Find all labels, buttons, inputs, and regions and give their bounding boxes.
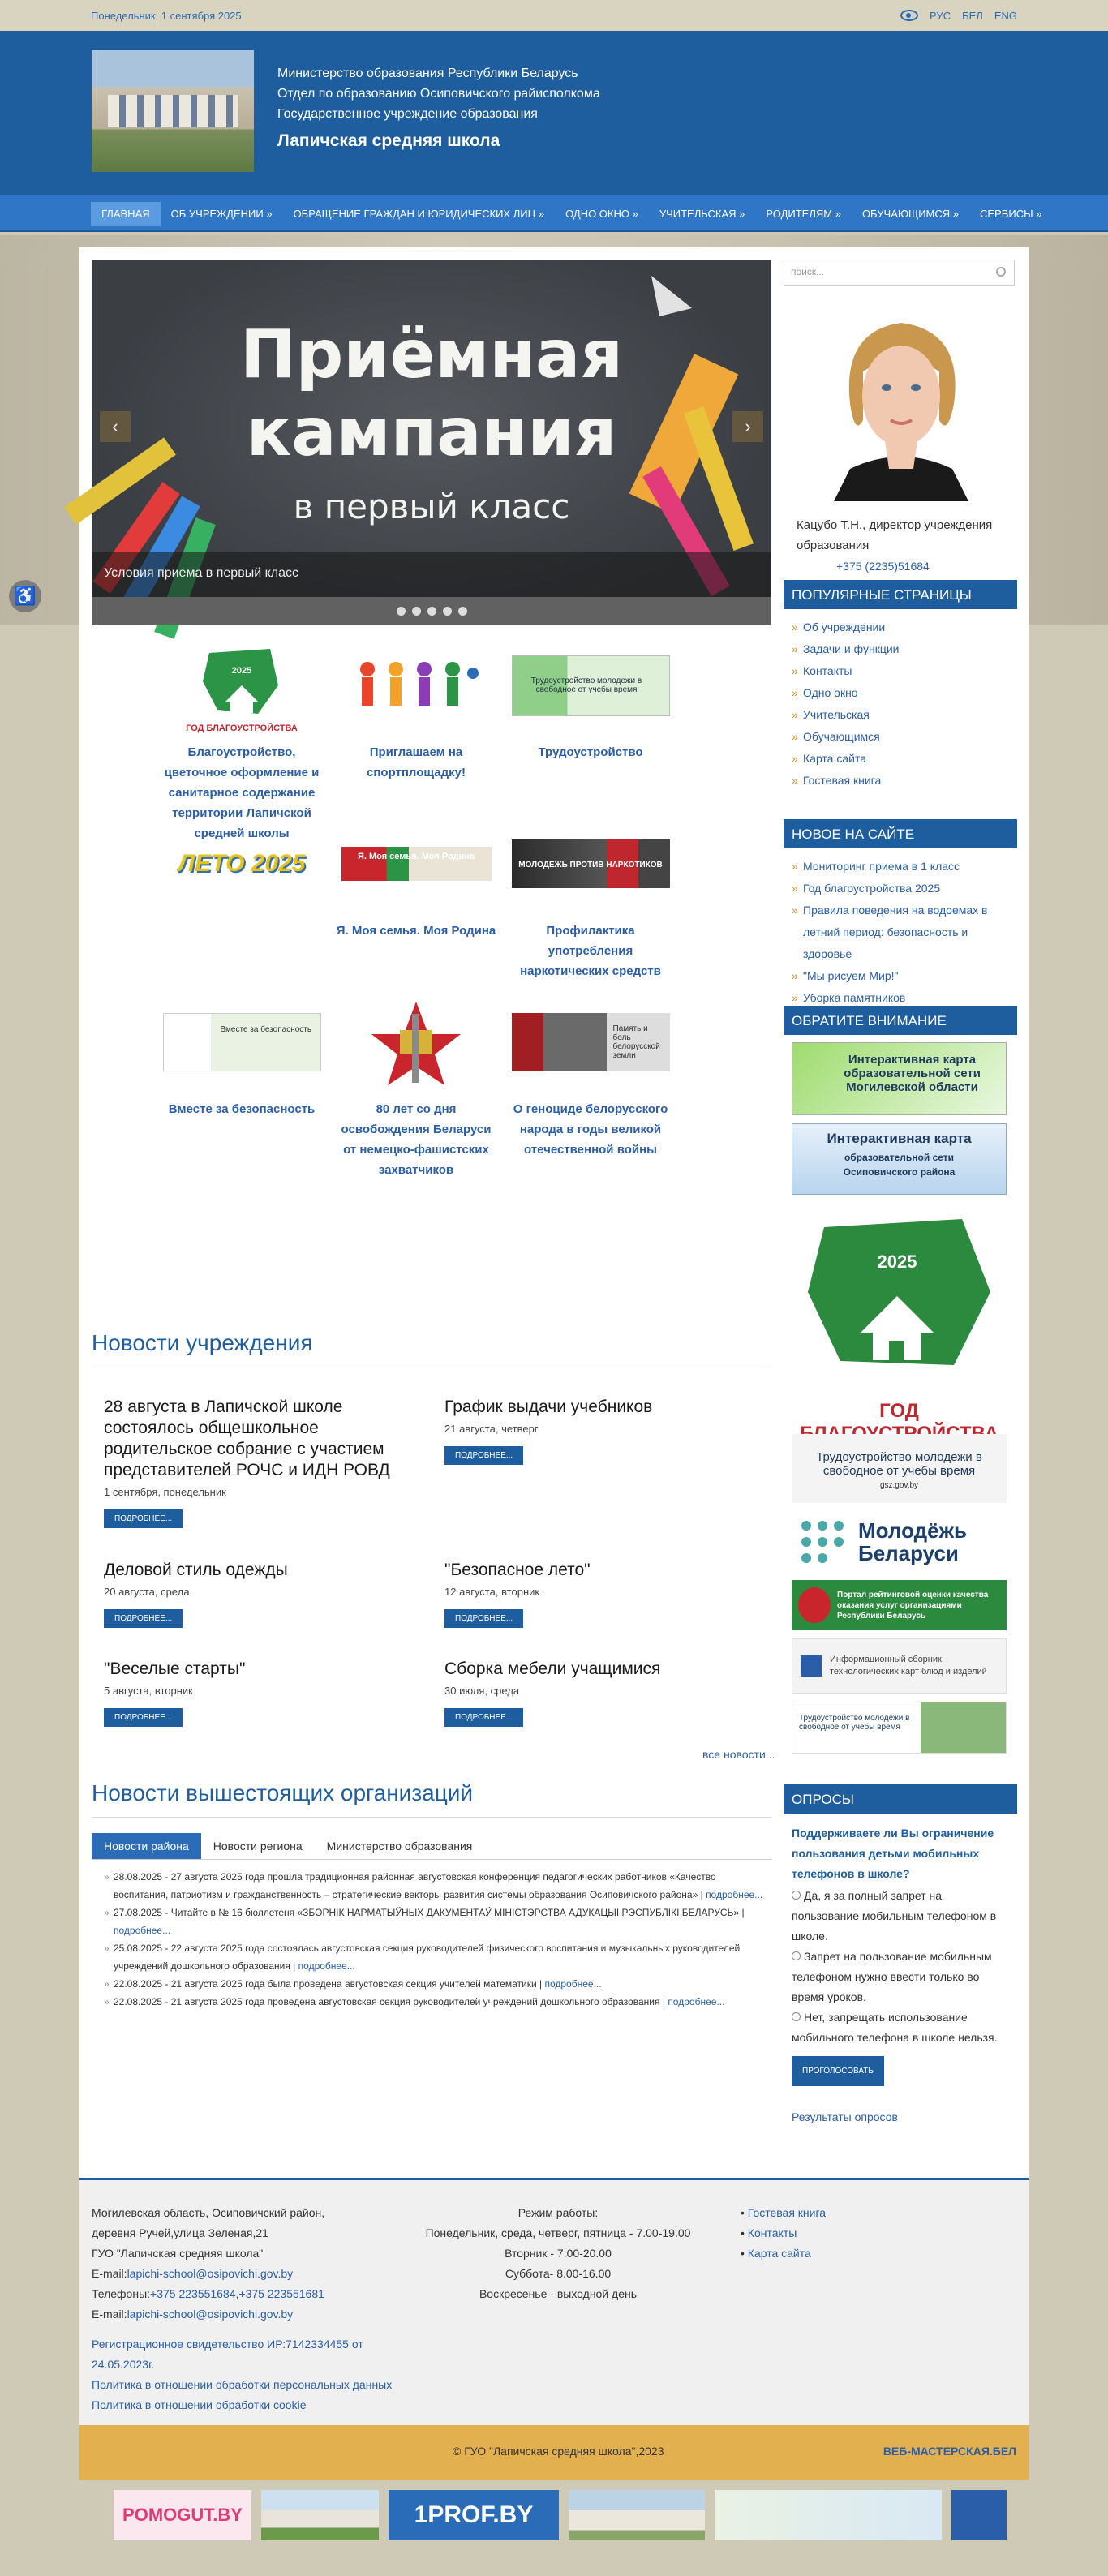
news-text: 25.08.2025 - 22 августа 2025 года состоялась августовская секция руководителей физического воспитания и музыкальных руководителей учреждений дошкольного образования | — [114, 1943, 741, 1972]
sports-image — [335, 637, 497, 734]
rating-portal-banner[interactable] — [792, 1580, 1007, 1630]
school-photo — [92, 50, 254, 172]
slider-next-button[interactable]: › — [732, 411, 763, 442]
news-title[interactable]: 28 августа в Лапичской школе состоялось общешкольное родительское собрание с участием представителей РОЧС и ИДН РОВД — [104, 1397, 390, 1479]
nav-appeals[interactable]: ОБРАЩЕНИЕ ГРАЖДАН И ЮРИДИЧЕСКИХ ЛИЦ » — [293, 208, 545, 220]
footer-link-row: • Гостевая книга — [741, 2206, 827, 2219]
higher-news-title: Новости вышестоящих организаций — [92, 1780, 474, 1805]
tile-label[interactable]: Вместе за безопасность — [168, 1102, 316, 1116]
tile-family[interactable] — [335, 815, 497, 941]
email-label: E-mail: — [92, 2308, 127, 2321]
banner-text: Трудоустройство молодежи в свободное от учебы время — [816, 1450, 982, 1478]
guestbook-link[interactable]: Гостевая книга — [747, 2206, 827, 2219]
genocide-banner — [509, 994, 672, 1091]
more-link[interactable]: подробнее... — [668, 1996, 725, 2007]
contacts-link[interactable]: Контакты — [747, 2226, 797, 2239]
read-more-button[interactable]: ПОДРОБНЕЕ... — [444, 1708, 523, 1727]
popular-pages-header: ПОПУЛЯРНЫЕ СТРАНИЦЫ — [784, 580, 1017, 609]
family-banner-text: Я. Моя семья. Моя Родина — [341, 847, 492, 881]
list-item — [104, 1939, 769, 1975]
tile-label[interactable]: Приглашаем на спортплощадку! — [367, 745, 466, 779]
banner-line: образовательной сети — [844, 1152, 955, 1163]
email-label: E-mail: — [92, 2267, 127, 2280]
current-date: Понедельник, 1 сентября 2025 — [91, 9, 242, 22]
list-item — [104, 1904, 769, 1939]
address-line: Могилевская область, Осиповичский район, — [92, 2206, 325, 2219]
radio-button[interactable] — [792, 1891, 801, 1900]
tile-drugs[interactable] — [509, 815, 672, 981]
header-texts — [277, 63, 600, 151]
news-title[interactable]: "Веселые старты" — [104, 1659, 246, 1678]
banner-site: gsz.gov.by — [879, 1481, 919, 1490]
district-news-list — [104, 1868, 769, 2011]
partner-photo[interactable] — [261, 2490, 379, 2540]
summer-logo — [161, 815, 323, 912]
tab-underline — [92, 1859, 771, 1860]
new-link[interactable]: » Правила поведения на водоемах в летний период: безопасность и здоровье — [792, 899, 1019, 965]
tile-genocide[interactable] — [509, 994, 672, 1160]
poll-block — [792, 1823, 1011, 2127]
read-more-button[interactable]: ПОДРОБНЕЕ... — [104, 1708, 183, 1727]
lang-rus[interactable]: РУС — [930, 9, 951, 22]
nav-teachers[interactable]: УЧИТЕЛЬСКАЯ » — [659, 208, 745, 220]
org-name: ГУО "Лапичская средняя школа" — [92, 2247, 264, 2260]
news-item — [444, 1659, 769, 1727]
vote-button[interactable]: ПРОГОЛОСОВАТЬ — [792, 2056, 884, 2086]
banner-text: Информационный сборник технологических карт блюд и изделий — [830, 1655, 987, 1677]
poll-option-label: Да, я за полный запрет на пользование мобильным телефоном в школе. — [792, 1889, 997, 1943]
polls-header: ОПРОСЫ — [784, 1784, 1017, 1814]
slider-dot[interactable] — [427, 607, 436, 616]
news-section-title: Новости учреждения — [92, 1330, 313, 1355]
tile-label[interactable]: Я. Моя семья. Моя Родина — [336, 924, 496, 938]
hours-line: Понедельник, среда, четверг, пятница - 7.00-19.00 — [425, 2226, 691, 2239]
slide-title-line1: Приёмная — [239, 316, 624, 393]
drugs-banner — [509, 815, 672, 912]
popular-link[interactable]: » Учительская — [792, 704, 1019, 726]
news-date: 30 июля, среда — [444, 1685, 520, 1697]
poll-question: Поддерживаете ли Вы ограничение пользования детьми мобильных телефонов в школе? — [792, 1827, 994, 1880]
youth-employment-banner[interactable] — [792, 1434, 1007, 1503]
popular-link[interactable]: » Карта сайта — [792, 748, 1019, 770]
popular-pages-list — [792, 616, 1019, 792]
school-name[interactable]: Лапичская средняя школа — [277, 131, 500, 150]
header — [0, 31, 1108, 195]
summer-logo-text: ЛЕТО 2025 — [178, 850, 306, 877]
footer-link-row: • Карта сайта — [741, 2247, 811, 2260]
registration-link[interactable]: Регистрационное свидетельство ИР:7142334455 от 24.05.2023г. — [92, 2338, 363, 2371]
news-title[interactable]: "Безопасное лето" — [444, 1561, 591, 1579]
registration-row — [92, 2334, 400, 2375]
popular-link[interactable]: » Гостевая книга — [792, 770, 1019, 792]
interactive-map-district-banner[interactable] — [792, 1123, 1007, 1195]
emblem-icon — [798, 1587, 831, 1623]
news-item — [444, 1397, 769, 1465]
email-link[interactable]: lapichi-school@osipovichi.gov.by — [127, 2308, 294, 2321]
privacy-cookie-link[interactable]: Политика в отношении обработки cookie — [92, 2398, 307, 2411]
sitemap-link[interactable]: Карта сайта — [747, 2247, 811, 2260]
footer-link-row: • Контакты — [741, 2226, 797, 2239]
tile-landscaping[interactable] — [161, 637, 323, 844]
higher-news-tabs — [92, 1833, 484, 1859]
footer-hours — [404, 2203, 712, 2304]
slide-caption[interactable]: Условия приема в первый класс — [92, 552, 771, 597]
popular-link[interactable]: » Одно окно — [792, 682, 1019, 704]
main-nav — [0, 195, 1108, 232]
tile-label[interactable]: 80 лет со дня освобождения Беларуси от немецко-фашистских захватчиков — [341, 1102, 492, 1177]
search-input[interactable] — [784, 260, 1015, 286]
lang-bel[interactable]: БЕЛ — [962, 9, 983, 22]
banner-caption: ГОД — [879, 1400, 919, 1422]
news-text: 28.08.2025 - 27 августа 2025 года прошла традиционная районная августовская конференция педагогических работников «Качество воспитания, патриотизм и гражданственность – стратегические векторы развития системы образования Осиповичского района» | — [114, 1871, 716, 1900]
hours-line: Вторник - 7.00-20.00 — [505, 2247, 612, 2260]
hours-title: Режим работы: — [517, 2206, 599, 2219]
nav-one-window[interactable]: ОДНО ОКНО » — [565, 208, 638, 220]
safety-banner-text: Вместе за безопасность — [163, 1013, 321, 1071]
svg-text:2025: 2025 — [877, 1252, 917, 1272]
news-text: 22.08.2025 - 21 августа 2025 года проведена августовская секция руководителей учреждений дошкольного образования | — [114, 1996, 665, 2007]
email-row — [92, 2304, 400, 2325]
list-item — [104, 1868, 769, 1904]
poll-option[interactable] — [792, 1886, 1011, 1947]
poll-option-label: Нет, запрещать использование мобильного телефона в школе нельзя. — [792, 2011, 998, 2044]
director-photo — [826, 307, 977, 501]
employment-banner-text: Трудоустройство молодежи в свободное от учебы время — [512, 655, 670, 716]
slide-title-line2: кампания — [246, 394, 617, 471]
prof-logo[interactable]: 1PROF.BY — [389, 2490, 559, 2540]
lang-eng[interactable]: ENG — [994, 9, 1017, 22]
slider[interactable] — [92, 260, 771, 625]
director-phone[interactable]: +375 (2235)51684 — [836, 560, 930, 573]
landscaping-year-logo — [161, 637, 323, 734]
privacy-row — [92, 2395, 400, 2415]
banner-text: Молодёжь Беларуси — [858, 1518, 967, 1565]
nav-students[interactable]: ОБУЧАЮЩИМСЯ » — [861, 208, 959, 220]
poll-option-label: Запрет на пользование мобильным телефоном нужно ввести только во время уроков. — [792, 1950, 992, 2003]
search-icon[interactable] — [996, 267, 1006, 277]
director-caption: Кацубо Т.Н., директор учреждения образования — [797, 518, 993, 552]
new-link[interactable]: » Мониторинг приема в 1 класс — [792, 856, 1019, 878]
news-item — [104, 1397, 428, 1528]
footer-contacts — [92, 2203, 400, 2415]
genocide-banner-text: Память и боль белорусской земли — [512, 1013, 670, 1071]
banner-line: Осиповичского района — [843, 1166, 956, 1178]
privacy-data-link[interactable]: Политика в отношении обработки персональных данных — [92, 2378, 393, 2391]
drugs-banner-text: МОЛОДЕЖЬ ПРОТИВ НАРКОТИКОВ — [512, 839, 670, 888]
tile-label[interactable]: Благоустройство, цветочное оформление и санитарное содержание территории Лапичской средней школы — [164, 745, 320, 840]
webmaster-link[interactable]: ВЕБ-МАСТЕРСКАЯ.БЕЛ — [883, 2445, 1016, 2458]
slider-dot[interactable] — [397, 607, 406, 616]
phones-link[interactable]: +375 223551684,+375 223551681 — [150, 2287, 324, 2300]
popular-link[interactable]: » Об учреждении — [792, 616, 1019, 638]
popular-link[interactable]: » Контакты — [792, 660, 1019, 682]
read-more-button[interactable]: ПОДРОБНЕЕ... — [104, 1509, 183, 1528]
youth-of-belarus-banner[interactable] — [792, 1511, 1007, 1572]
slide-title — [92, 316, 771, 472]
news-item — [104, 1659, 428, 1727]
radio-button[interactable] — [792, 1951, 801, 1960]
copyright-bar — [79, 2425, 1029, 2480]
news-date: 12 августа, вторник — [444, 1586, 540, 1598]
hours-line: Воскресенье - выходной день — [479, 2287, 638, 2300]
slider-dot[interactable] — [443, 607, 452, 616]
more-link[interactable]: подробнее... — [114, 1925, 171, 1936]
slide-subtitle: в первый класс — [293, 487, 570, 526]
svg-text:2025: 2025 — [231, 666, 252, 676]
new-on-site-list — [792, 856, 1019, 1009]
list-item — [104, 1975, 769, 1993]
footer — [79, 2178, 1029, 2425]
news-item — [104, 1560, 428, 1628]
top-strip — [0, 0, 1108, 31]
slider-dot[interactable] — [412, 607, 421, 616]
tile-label[interactable]: Трудоустройство — [538, 745, 643, 759]
list-item — [104, 1993, 769, 2011]
accessibility-eye-icon[interactable] — [900, 10, 918, 21]
search-placeholder: поиск... — [791, 266, 825, 277]
sidebar — [784, 260, 1019, 2123]
read-more-button[interactable]: ПОДРОБНЕЕ... — [444, 1609, 523, 1628]
safety-banner — [161, 994, 323, 1091]
language-switcher — [900, 10, 1017, 22]
tile-label[interactable]: О геноциде белорусского народа в годы великой отечественной войны — [513, 1102, 668, 1157]
liberation-logo — [335, 994, 497, 1091]
institution-line: Государственное учреждение образования — [277, 107, 538, 121]
tile-logo-text: ГОД БЛАГОУСТРОЙСТВА — [186, 723, 298, 733]
new-link[interactable]: » Год благоустройства 2025 — [792, 878, 1019, 899]
nav-services[interactable]: СЕРВИСЫ » — [980, 208, 1042, 220]
tile-sports[interactable] — [335, 637, 497, 783]
banner-line: Интерактивная карта — [827, 1131, 972, 1146]
news-title[interactable]: Деловой стиль одежды — [104, 1561, 288, 1579]
tab-region-news[interactable]: Новости региона — [213, 1840, 303, 1853]
address-line: деревня Ручей,улица Зеленая,21 — [92, 2226, 268, 2239]
pomogut-logo[interactable]: POMOGUT.BY — [114, 2490, 251, 2540]
privacy-row — [92, 2375, 400, 2395]
tile-label[interactable]: Профилактика употребления наркотических средств — [520, 924, 661, 978]
tile-employment[interactable] — [509, 637, 672, 762]
popular-link[interactable]: » Задачи и функции — [792, 638, 1019, 660]
news-text: 22.08.2025 - 21 августа 2025 года была проведена августовская секция учителей математики | — [114, 1978, 543, 1990]
news-date: 1 сентября, понедельник — [104, 1486, 226, 1498]
divider — [92, 1817, 771, 1818]
news-title[interactable]: Сборка мебели учащимися — [444, 1659, 661, 1678]
book-icon — [801, 1655, 822, 1677]
email-link[interactable]: lapichi-school@osipovichi.gov.by — [127, 2267, 294, 2280]
news-text: 27.08.2025 - Читайте в № 16 бюллетеня «ЗБОРНІК НАРМАТЫЎНЫХ ДАКУМЕНТАЎ МІНІСТЭРСТВА АДУКАЦЫІ РЭСПУБЛІКІ БЕЛАРУСЬ» | — [114, 1907, 745, 1918]
poll-option[interactable] — [792, 1947, 1011, 2007]
ministry-line: Министерство образования Республики Беларусь — [277, 67, 578, 80]
accessibility-icon[interactable]: ♿ — [9, 580, 41, 612]
new-link[interactable]: » "Мы рисуем Мир!" — [792, 965, 1019, 987]
more-link[interactable]: подробнее... — [706, 1889, 763, 1900]
news-item — [444, 1560, 769, 1628]
nav-about[interactable]: ОБ УЧРЕЖДЕНИИ » — [170, 208, 273, 220]
partner-logos — [114, 2490, 1007, 2540]
email-row — [92, 2264, 400, 2284]
new-on-site-header: НОВОЕ НА САЙТЕ — [784, 819, 1017, 848]
more-link[interactable]: подробнее... — [544, 1978, 602, 1990]
slider-prev-button[interactable]: ‹ — [100, 411, 131, 442]
copyright-text: © ГУО "Лапичская средняя школа",2023 — [453, 2445, 664, 2458]
partner-logo-small[interactable] — [951, 2490, 1007, 2540]
all-news-link[interactable]: все новости... — [702, 1748, 775, 1761]
footer-links — [741, 2203, 984, 2264]
poll-option[interactable] — [792, 2007, 1011, 2048]
nav-parents[interactable]: РОДИТЕЛЯМ » — [766, 208, 841, 220]
landscaping-year-banner[interactable] — [792, 1203, 1007, 1422]
hours-line: Суббота- 8.00-16.00 — [505, 2267, 612, 2280]
family-banner — [335, 815, 497, 912]
interactive-map-region-banner[interactable]: Интерактивная карта образовательной сети Могилевской области — [792, 1042, 1007, 1115]
partner-banner[interactable] — [715, 2490, 942, 2540]
news-date: 21 августа, четверг — [444, 1423, 539, 1435]
news-title[interactable]: График выдачи учебников — [444, 1397, 653, 1416]
popular-link[interactable]: » Обучающимся — [792, 726, 1019, 748]
new-link[interactable]: » Уборка памятников — [792, 987, 1019, 1009]
poll-results-link[interactable]: Результаты опросов — [792, 2110, 898, 2123]
phones-label: Телефоны: — [92, 2287, 151, 2300]
tech-cards-banner[interactable] — [792, 1638, 1007, 1694]
read-more-button[interactable]: ПОДРОБНЕЕ... — [444, 1446, 523, 1465]
dots-logo-icon — [798, 1518, 847, 1566]
department-line: Отдел по образованию Осиповичского райисполкома — [277, 87, 600, 101]
attention-header: ОБРАТИТЕ ВНИМАНИЕ — [784, 1006, 1017, 1035]
banner-text: Портал рейтинговой оценки качества оказания услуг организациями Республики Беларусь — [837, 1590, 989, 1621]
slider-dot[interactable] — [458, 607, 467, 616]
tile-liberation[interactable] — [335, 994, 497, 1180]
tab-ministry[interactable]: Министерство образования — [326, 1840, 473, 1853]
news-date: 20 августа, среда — [104, 1586, 190, 1598]
partner-photo[interactable] — [569, 2490, 705, 2540]
phones-row — [92, 2284, 400, 2304]
employment-banner — [509, 637, 672, 734]
main-content — [79, 247, 1029, 2178]
news-date: 5 августа, вторник — [104, 1685, 193, 1697]
tile-summer[interactable] — [161, 815, 323, 921]
read-more-button[interactable]: ПОДРОБНЕЕ... — [104, 1609, 183, 1628]
youth-employment-small-banner[interactable]: Трудоустройство молодежи в свободное от учебы время — [792, 1702, 1007, 1754]
radio-button[interactable] — [792, 2012, 801, 2021]
tab-district-news[interactable]: Новости района — [92, 1833, 201, 1859]
more-link[interactable]: подробнее... — [298, 1960, 355, 1972]
slider-pager — [92, 597, 771, 625]
nav-home[interactable]: ГЛАВНАЯ — [91, 202, 161, 226]
tile-safety[interactable] — [161, 994, 323, 1119]
